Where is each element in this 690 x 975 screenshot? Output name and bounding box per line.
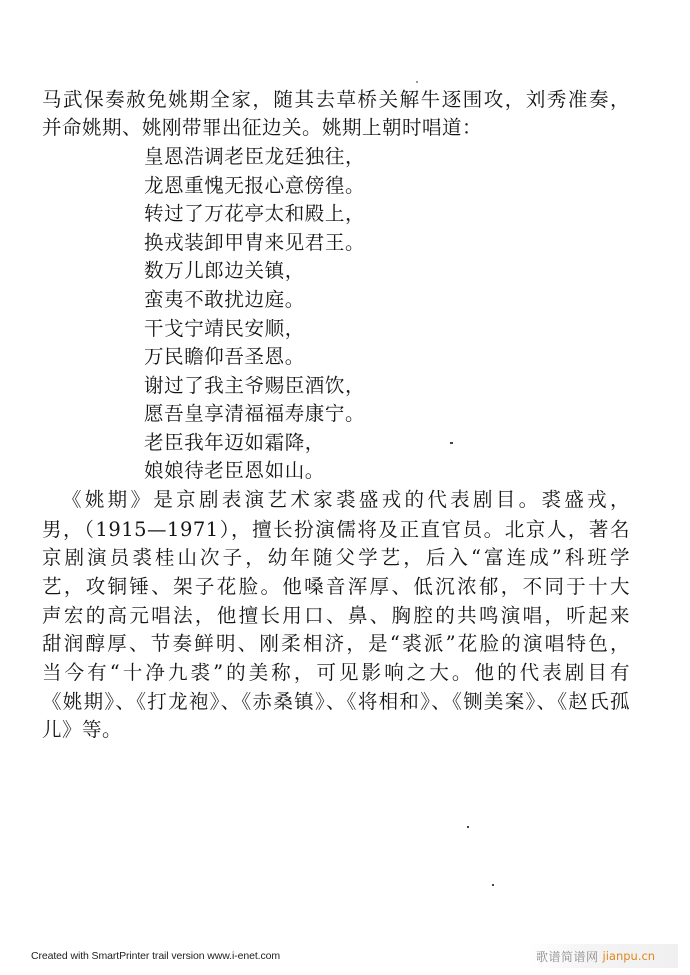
- watermark-cn: 歌谱简谱网: [536, 949, 599, 964]
- verse-line-8: 万民瞻仰吾圣恩。: [144, 345, 305, 368]
- watermark: [528, 944, 678, 968]
- paragraph-line-1: 《姚期》是京剧表演艺术家裘盛戎的代表剧目。裘盛戎，: [62, 488, 630, 511]
- verse-line-11: 老臣我年迈如霜降，: [144, 431, 325, 454]
- verse-line-4: 换戎装卸甲胄来见君王。: [144, 231, 366, 254]
- intro-line-2: 并命姚期、姚刚带罪出征边关。姚期上朝时唱道：: [42, 116, 483, 139]
- watermark-en: jianpu.cn: [602, 949, 656, 963]
- scan-speck: [416, 81, 418, 83]
- paragraph-line-7: 当今有“十净九裘”的美称，可见影响之大。他的代表剧目有: [42, 661, 630, 684]
- verse-line-3: 转过了万花亭太和殿上，: [144, 202, 366, 225]
- paragraph-line-8: 《姚期》、《打龙袍》、《赤桑镇》、《将相和》、《铡美案》、《赵氏孤: [42, 690, 630, 713]
- verse-line-7: 干戈宁靖民安顺，: [144, 317, 305, 340]
- verse-line-2: 龙恩重愧无报心意傍徨。: [144, 174, 366, 197]
- verse-line-12: 娘娘待老臣恩如山。: [144, 459, 325, 482]
- verse-line-1: 皇恩浩调老臣龙廷独往，: [144, 145, 366, 168]
- scan-speck: [492, 884, 494, 886]
- paragraph-line-3: 京剧演员裘桂山次子，幼年随父学艺，后入“富连成”科班学: [42, 546, 630, 569]
- scan-speck: [450, 442, 453, 444]
- verse-line-10: 愿吾皇享清福福寿康宁。: [144, 402, 366, 425]
- paragraph-line-4: 艺，攻铜锤、架子花脸。他嗓音浑厚、低沉浓郁，不同于十大: [42, 575, 630, 598]
- paragraph-line-6: 甜润醇厚、节奏鲜明、刚柔相济，是“裘派”花脸的演唱特色，: [42, 632, 630, 655]
- paragraph-line-5: 声宏的高元唱法，他擅长用口、鼻、胸腔的共鸣演唱，听起来: [42, 604, 630, 627]
- intro-line-1: 马武保奏赦免姚期全家，随其去草桥关解牛逐围攻，刘秀准奏，: [42, 88, 630, 111]
- paragraph-line-9: 儿》等。: [42, 718, 123, 741]
- paragraph-line-2: 男，（1915—1971），擅长扮演儒将及正直官员。北京人，著名: [42, 518, 630, 541]
- created-with-footer: Created with SmartPrinter trail version www.i-enet.com: [31, 950, 281, 962]
- verse-line-5: 数万儿郎边关镇，: [144, 259, 305, 282]
- verse-line-6: 蛮夷不敢扰边庭。: [144, 288, 305, 311]
- scan-speck: [467, 826, 469, 828]
- verse-line-9: 谢过了我主爷赐臣酒饮，: [144, 374, 366, 397]
